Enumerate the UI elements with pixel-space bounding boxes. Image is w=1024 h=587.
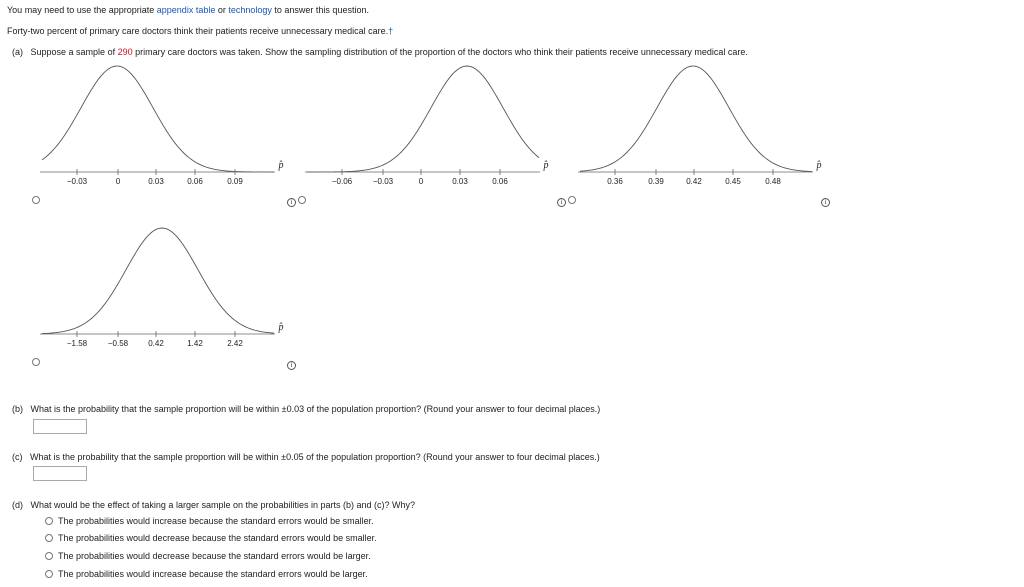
part-a-text-before: Suppose a sample of — [30, 47, 118, 57]
footnote-dagger-link[interactable]: † — [388, 26, 394, 36]
tick-label: 1.42 — [187, 339, 203, 348]
info-glyph: i — [290, 361, 293, 369]
problem-statement-text: Forty-two percent of primary care doctors think their patients receive unnecessary medical care. — [7, 26, 389, 36]
tick-label: 0.03 — [148, 177, 164, 186]
graph-option-1-radio[interactable] — [32, 196, 40, 204]
sampling-distribution-graph-option-3 — [578, 60, 838, 195]
tick-label: 0.36 — [607, 177, 623, 186]
tick-label: −0.03 — [372, 177, 394, 186]
tick-label: −1.58 — [66, 339, 88, 348]
instructions-text-after: to answer this question. — [271, 5, 369, 15]
part-d-option-2-label[interactable]: The probabilities would decrease because the standard errors would be smaller. — [58, 533, 377, 543]
graph-1-info-icon[interactable] — [287, 198, 296, 207]
part-d-text: What would be the effect of taking a larger sample on the probabilities in parts (b) and (c)? Why? — [30, 500, 416, 510]
part-d-option-3-label[interactable]: The probabilities would decrease because the standard errors would be larger. — [58, 551, 371, 561]
technology-link[interactable]: technology — [228, 5, 272, 15]
graph-4-info-icon[interactable] — [287, 361, 296, 370]
instructions-text-mid: or — [215, 5, 229, 15]
graph-2-info-icon[interactable] — [557, 198, 566, 207]
graph-3-info-icon[interactable] — [821, 198, 830, 207]
sampling-distribution-graph-option-1 — [40, 60, 300, 195]
tick-label: 0.06 — [187, 177, 203, 186]
tick-label: 0 — [418, 177, 424, 186]
instructions-line — [7, 5, 369, 15]
sample-size-value: 290 — [117, 47, 133, 57]
part-d-option-4-label[interactable]: The probabilities would increase because the standard errors would be larger. — [58, 569, 368, 579]
part-c-answer-input[interactable] — [33, 466, 87, 481]
part-d-option-3-radio[interactable] — [45, 552, 53, 560]
part-d-option-2-radio[interactable] — [45, 534, 53, 542]
part-b-question — [12, 404, 600, 414]
graph-option-3-radio[interactable] — [568, 196, 576, 204]
axis-label-p-hat: p̂ — [278, 322, 284, 333]
tick-label: −0.06 — [331, 177, 353, 186]
part-c-question — [12, 452, 600, 462]
tick-label: 0.03 — [452, 177, 468, 186]
normal-curve — [307, 66, 539, 172]
axis-label-p-hat: p̂ — [543, 160, 549, 171]
graph-option-4-radio[interactable] — [32, 358, 40, 366]
graph-option-2-radio[interactable] — [298, 196, 306, 204]
tick-label: 0.42 — [148, 339, 164, 348]
part-b-text: What is the probability that the sample proportion will be within ±0.03 of the population proportion? (Round your answer to four decimal places.) — [30, 404, 601, 414]
part-d-option-4-radio[interactable] — [45, 570, 53, 578]
tick-label: 0.39 — [648, 177, 664, 186]
info-glyph: i — [560, 198, 563, 206]
tick-label: −0.03 — [66, 177, 88, 186]
info-glyph: i — [290, 198, 293, 206]
tick-label: −0.58 — [107, 339, 129, 348]
appendix-table-link[interactable]: appendix table — [156, 5, 216, 15]
sampling-distribution-graph-option-2 — [305, 60, 565, 195]
part-a-text-after: primary care doctors was taken. Show the sampling distribution of the proportion of the doctors who think their patients receive unnecessary medical care. — [132, 47, 748, 57]
tick-label: 0.06 — [492, 177, 508, 186]
tick-label: 0.48 — [765, 177, 781, 186]
problem-statement — [7, 26, 393, 36]
tick-label: 0.45 — [725, 177, 741, 186]
tick-label: 0 — [115, 177, 121, 186]
part-a-label: (a) — [12, 47, 23, 57]
part-d-question — [12, 500, 415, 510]
normal-curve — [42, 228, 274, 334]
tick-label: 0.42 — [686, 177, 702, 186]
tick-label: 2.42 — [227, 339, 243, 348]
part-d-option-1-label[interactable]: The probabilities would increase because the standard errors would be smaller. — [58, 516, 374, 526]
axis-label-p-hat: p̂ — [816, 160, 822, 171]
part-b-label: (b) — [12, 404, 23, 414]
part-c-text: What is the probability that the sample proportion will be within ±0.05 of the population proportion? (Round your answer to four decimal places.) — [30, 452, 600, 462]
part-d-label: (d) — [12, 500, 23, 510]
part-b-answer-input[interactable] — [33, 419, 87, 434]
part-c-label: (c) — [12, 452, 23, 462]
normal-curve — [42, 66, 274, 172]
info-glyph: i — [824, 198, 827, 206]
part-a-question — [12, 47, 748, 57]
instructions-text-before: You may need to use the appropriate — [7, 5, 157, 15]
axis-label-p-hat: p̂ — [278, 160, 284, 171]
normal-curve — [580, 66, 812, 172]
sampling-distribution-graph-option-4 — [40, 222, 300, 357]
tick-label: 0.09 — [227, 177, 243, 186]
part-d-option-1-radio[interactable] — [45, 517, 53, 525]
